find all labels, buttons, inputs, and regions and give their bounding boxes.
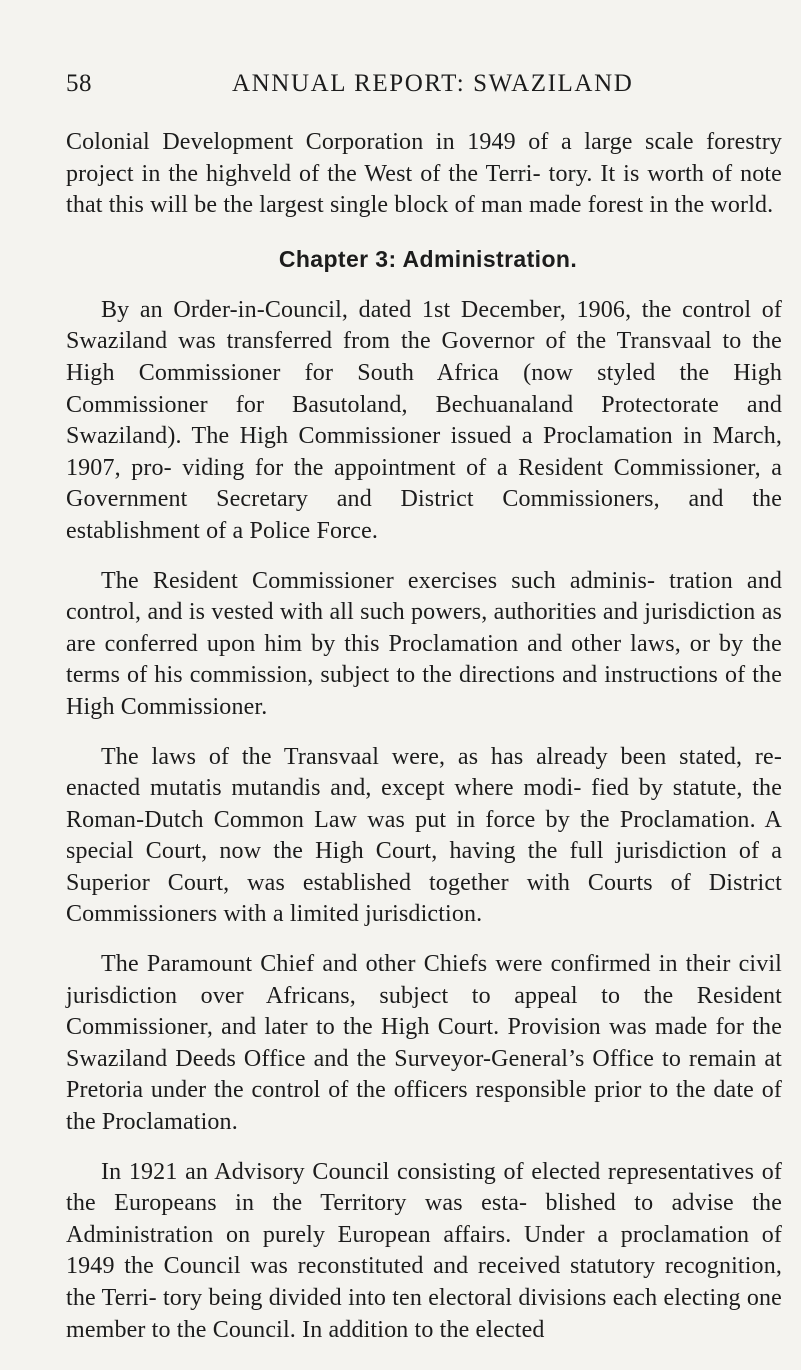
page-number: 58 bbox=[66, 70, 92, 97]
chapter-heading: Chapter 3: Administration. bbox=[278, 245, 578, 272]
page-header bbox=[0, 70, 801, 100]
paragraph-advisory-council: In 1921 an Advisory Council consisting of elected representatives of the Europeans in the Territory was esta- blished to advise the Administration on purely European affairs. Under a proclamation of 1949 the Council was reconstituted and received statutory recognition, the Terri- tory being divided into ten electoral divisions each electing one member to the Council. In addition to the elected bbox=[66, 1158, 782, 1343]
paragraph-paramount-chief: The Paramount Chief and other Chiefs were confirmed in their civil jurisdiction over Africans, subject to appeal to the Resident Commissioner, and later to the High Court. Provision was made for the Swaziland Deeds Office and the Surveyor-General’s Office to remain at Pretoria under the control of the officers responsible prior to the date of the Proclamation. bbox=[66, 951, 782, 1136]
body-text bbox=[66, 127, 782, 1346]
running-title: ANNUAL REPORT: SWAZILAND bbox=[232, 70, 634, 97]
paragraph-resident-commissioner: The Resident Commissioner exercises such adminis- tration and control, and is vested with all such powers, authorities and jurisdiction as are conferred upon him by this Proclamation and other laws, or by the terms of his commission, subject to the directions and instructions of the High Commissioner. bbox=[66, 567, 782, 720]
paragraph-transvaal-laws: The laws of the Transvaal were, as has already been stated, re-enacted mutatis mutandis and, except where modi- fied by statute, the Roman-Dutch Common Law was put in force by the Proclamation. A special Court, now the High Court, having the full jurisdiction of a Superior Court, was established together with Courts of District Commissioners with a limited jurisdiction. bbox=[66, 743, 782, 928]
paragraph-order-in-council: By an Order-in-Council, dated 1st December, 1906, the control of Swaziland was transferred from the Governor of the Transvaal to the High Commissioner for South Africa (now styled the High Commissioner for Basutoland, Bechuanaland Protectorate and Swaziland). The High Commissioner issued a Proclamation in March, 1907, pro- viding for the appointment of a Resident Commissioner, a Government Secretary and District Commissioners, and the establishment of a Police Force. bbox=[66, 296, 782, 544]
paragraph-continued: Colonial Development Corporation in 1949 of a large scale forestry project in the highveld of the West of the Terri- tory. It is worth of note that this will be the largest single block of man made forest in the world. bbox=[66, 129, 782, 219]
